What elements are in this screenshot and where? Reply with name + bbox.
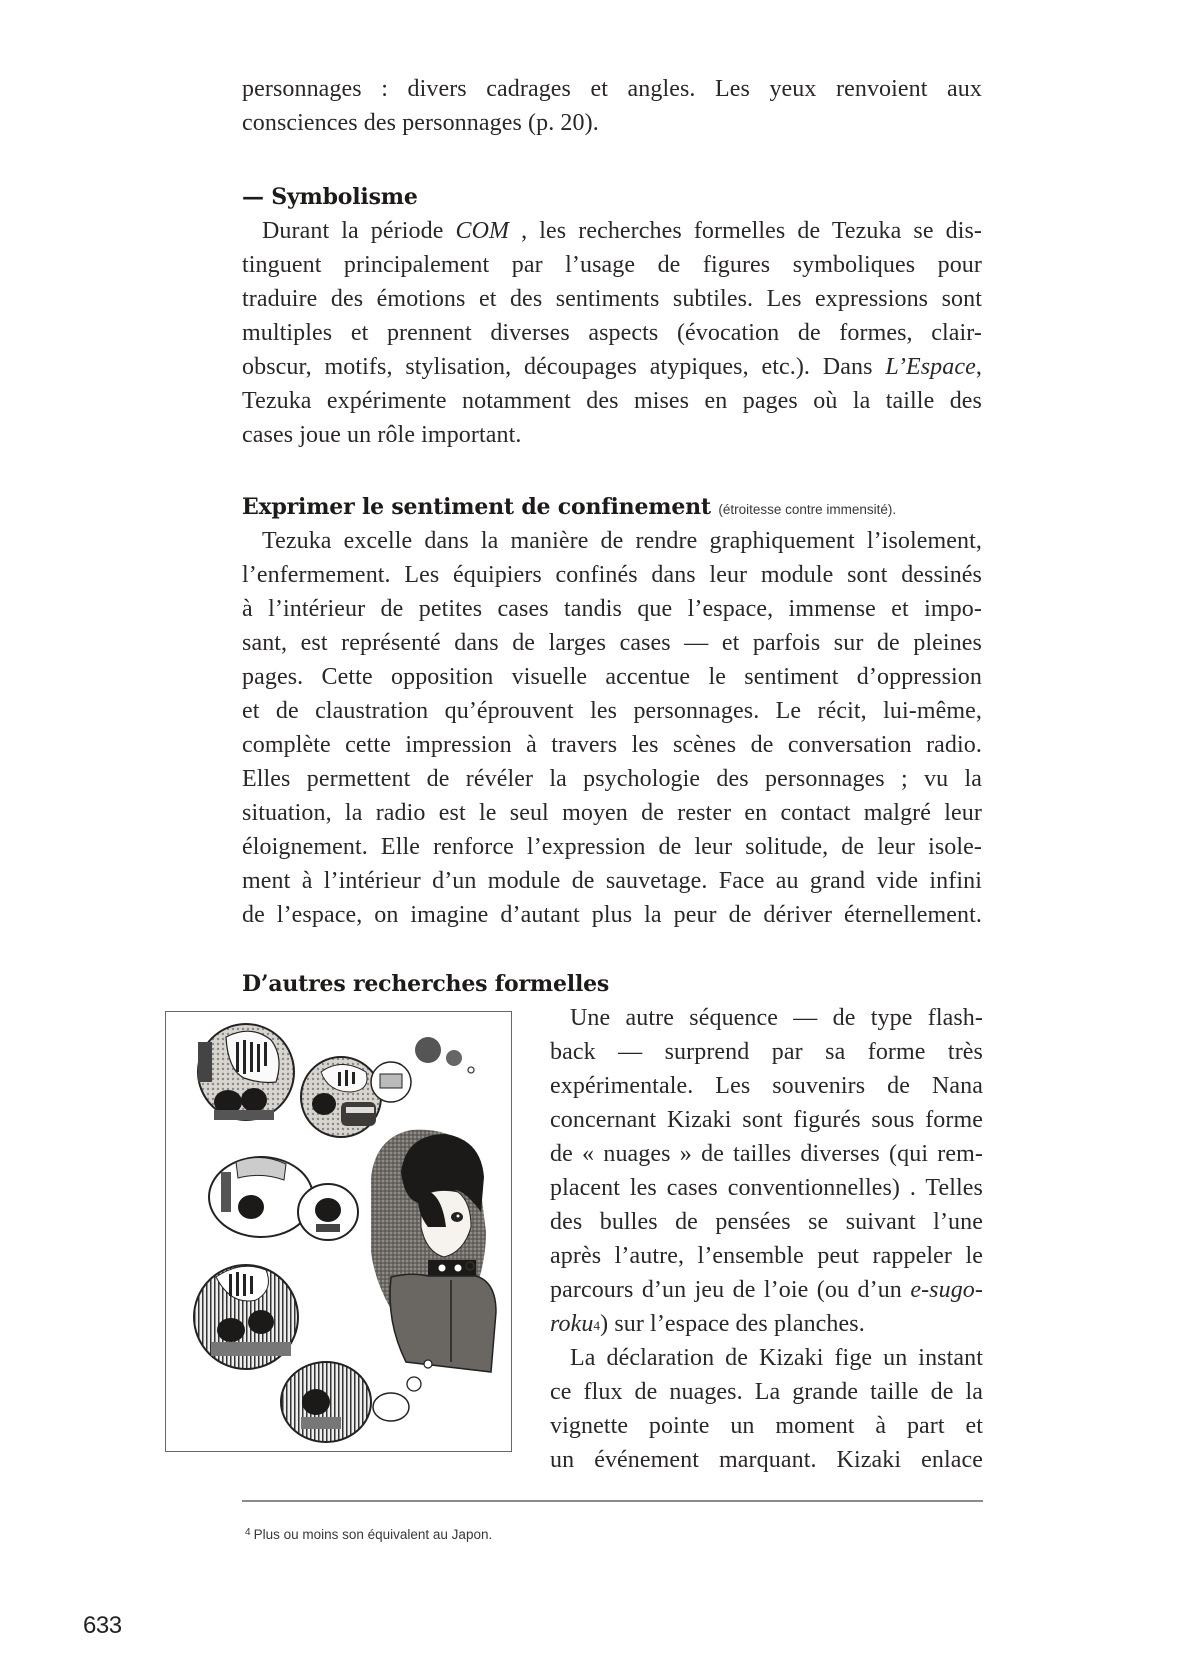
body-line: multiples et prennent diverses aspects (évocation de formes, clair- [242,320,982,346]
text-span: , les recherches formelles de Tezuka se dis- [509,218,982,244]
body-line: un événement marquant. Kizaki enlace [550,1447,983,1473]
heading-text: Exprimer le sentiment de confinement [242,494,711,520]
footnote-divider [242,1500,983,1502]
italic-term: e-sugo- [910,1277,983,1303]
body-line: back — surprend par sa forme très [550,1039,983,1065]
manga-illustration [165,1011,512,1452]
body-line: placent les cases conventionnelles) . Telles [550,1175,983,1201]
body-line: sant, est représenté dans de larges cases — et parfois sur de pleines [242,630,982,656]
footnote [245,1527,492,1542]
body-line: des bulles de pensées se suivant l’une [550,1209,983,1235]
section-heading-recherches: D’autres recherches formelles [242,971,610,997]
body-line: Tezuka excelle dans la manière de rendre graphiquement l’isolement, [262,528,982,554]
thought-cloud [281,1360,432,1442]
footnote-text: Plus ou moins son équivalent au Japon. [253,1527,493,1542]
text-span: , [975,354,982,380]
footnote-marker: 4 [245,1527,251,1538]
body-line: à l’intérieur de petites cases tandis que l’espace, immense et impo- [242,596,982,622]
thought-cloud [209,1157,358,1240]
body-line: pages. Cette opposition visuelle accentue le sentiment d’oppression [242,664,982,690]
thought-puff [468,1067,474,1073]
text-span: ) sur l’espace des planches. [600,1311,865,1337]
body-line [550,1307,983,1341]
body-line: Elles permettent de révéler la psychologie des personnages ; vu la [242,766,982,792]
body-line: complète cette impression à travers les scènes de conversation radio. [242,732,982,758]
thought-puff [415,1037,441,1063]
body-line: situation, la radio est le seul moyen de rester en contact malgré leur [242,800,982,826]
body-line: traduire des émotions et des sentiments subtiles. Les expressions sont [242,286,982,312]
body-line [550,1273,983,1307]
body-line: vignette pointe un moment à part et [550,1413,983,1439]
body-line: éloignement. Elle renforce l’expression de leur solitude, de leur isole- [242,834,982,860]
body-line: de « nuages » de tailles diverses (qui rem- [550,1141,983,1167]
body-line: ment à l’intérieur d’un module de sauvetage. Face au grand vide infini [242,868,982,894]
body-line: tinguent principalement par l’usage de figures symboliques pour [242,252,982,278]
body-line: Tezuka expérimente notamment des mises en pages où la taille des [242,388,982,414]
body-line: personnages : divers cadrages et angles. Les yeux renvoient aux [242,76,982,102]
body-line [262,214,982,248]
section-heading-symbolisme: — Symbolisme [242,184,418,210]
body-line: consciences des personnages (p. 20). [242,110,599,136]
body-line: expérimentale. Les souvenirs de Nana [550,1073,983,1099]
text-span: obscur, motifs, stylisation, découpages atypiques, etc.). Dans [242,354,886,380]
body-line: concernant Kizaki sont figurés sous forme [550,1107,983,1133]
manga-artwork [166,1012,510,1450]
body-line: et de claustration qu’éprouvent les personnages. Le récit, lui-même, [242,698,982,724]
body-line: l’enfermement. Les équipiers confinés dans leur module sont dessinés [242,562,982,588]
section-heading-confinement [242,490,896,527]
thought-cloud [194,1265,298,1369]
italic-term: roku [550,1311,594,1337]
thought-cloud [301,1057,411,1137]
text-span: parcours d’un jeu de l’oie (ou d’un [550,1277,911,1303]
footnote-ref[interactable]: 4 [593,1318,601,1333]
italic-title: L’Espace [885,354,976,380]
page-number: 633 [83,1612,122,1639]
body-line: La déclaration de Kizaki fige un instant [570,1345,983,1371]
body-line: de l’espace, on imagine d’autant plus la peur de dériver éternellement. [242,902,982,928]
body-line: après l’autre, l’ensemble peut rappeler le [550,1243,983,1269]
body-line: ce flux de nuages. La grande taille de la [550,1379,983,1405]
kizaki-portrait [371,1130,496,1372]
thought-puff [446,1050,462,1066]
thought-cloud [198,1024,294,1120]
body-line: Une autre séquence — de type flash- [570,1005,983,1031]
text-span: Durant la période [262,218,456,244]
body-line [242,350,982,384]
body-line: cases joue un rôle important. [242,422,522,448]
italic-term: COM [455,218,510,244]
heading-aside: (étroitesse contre immensité). [718,502,897,517]
